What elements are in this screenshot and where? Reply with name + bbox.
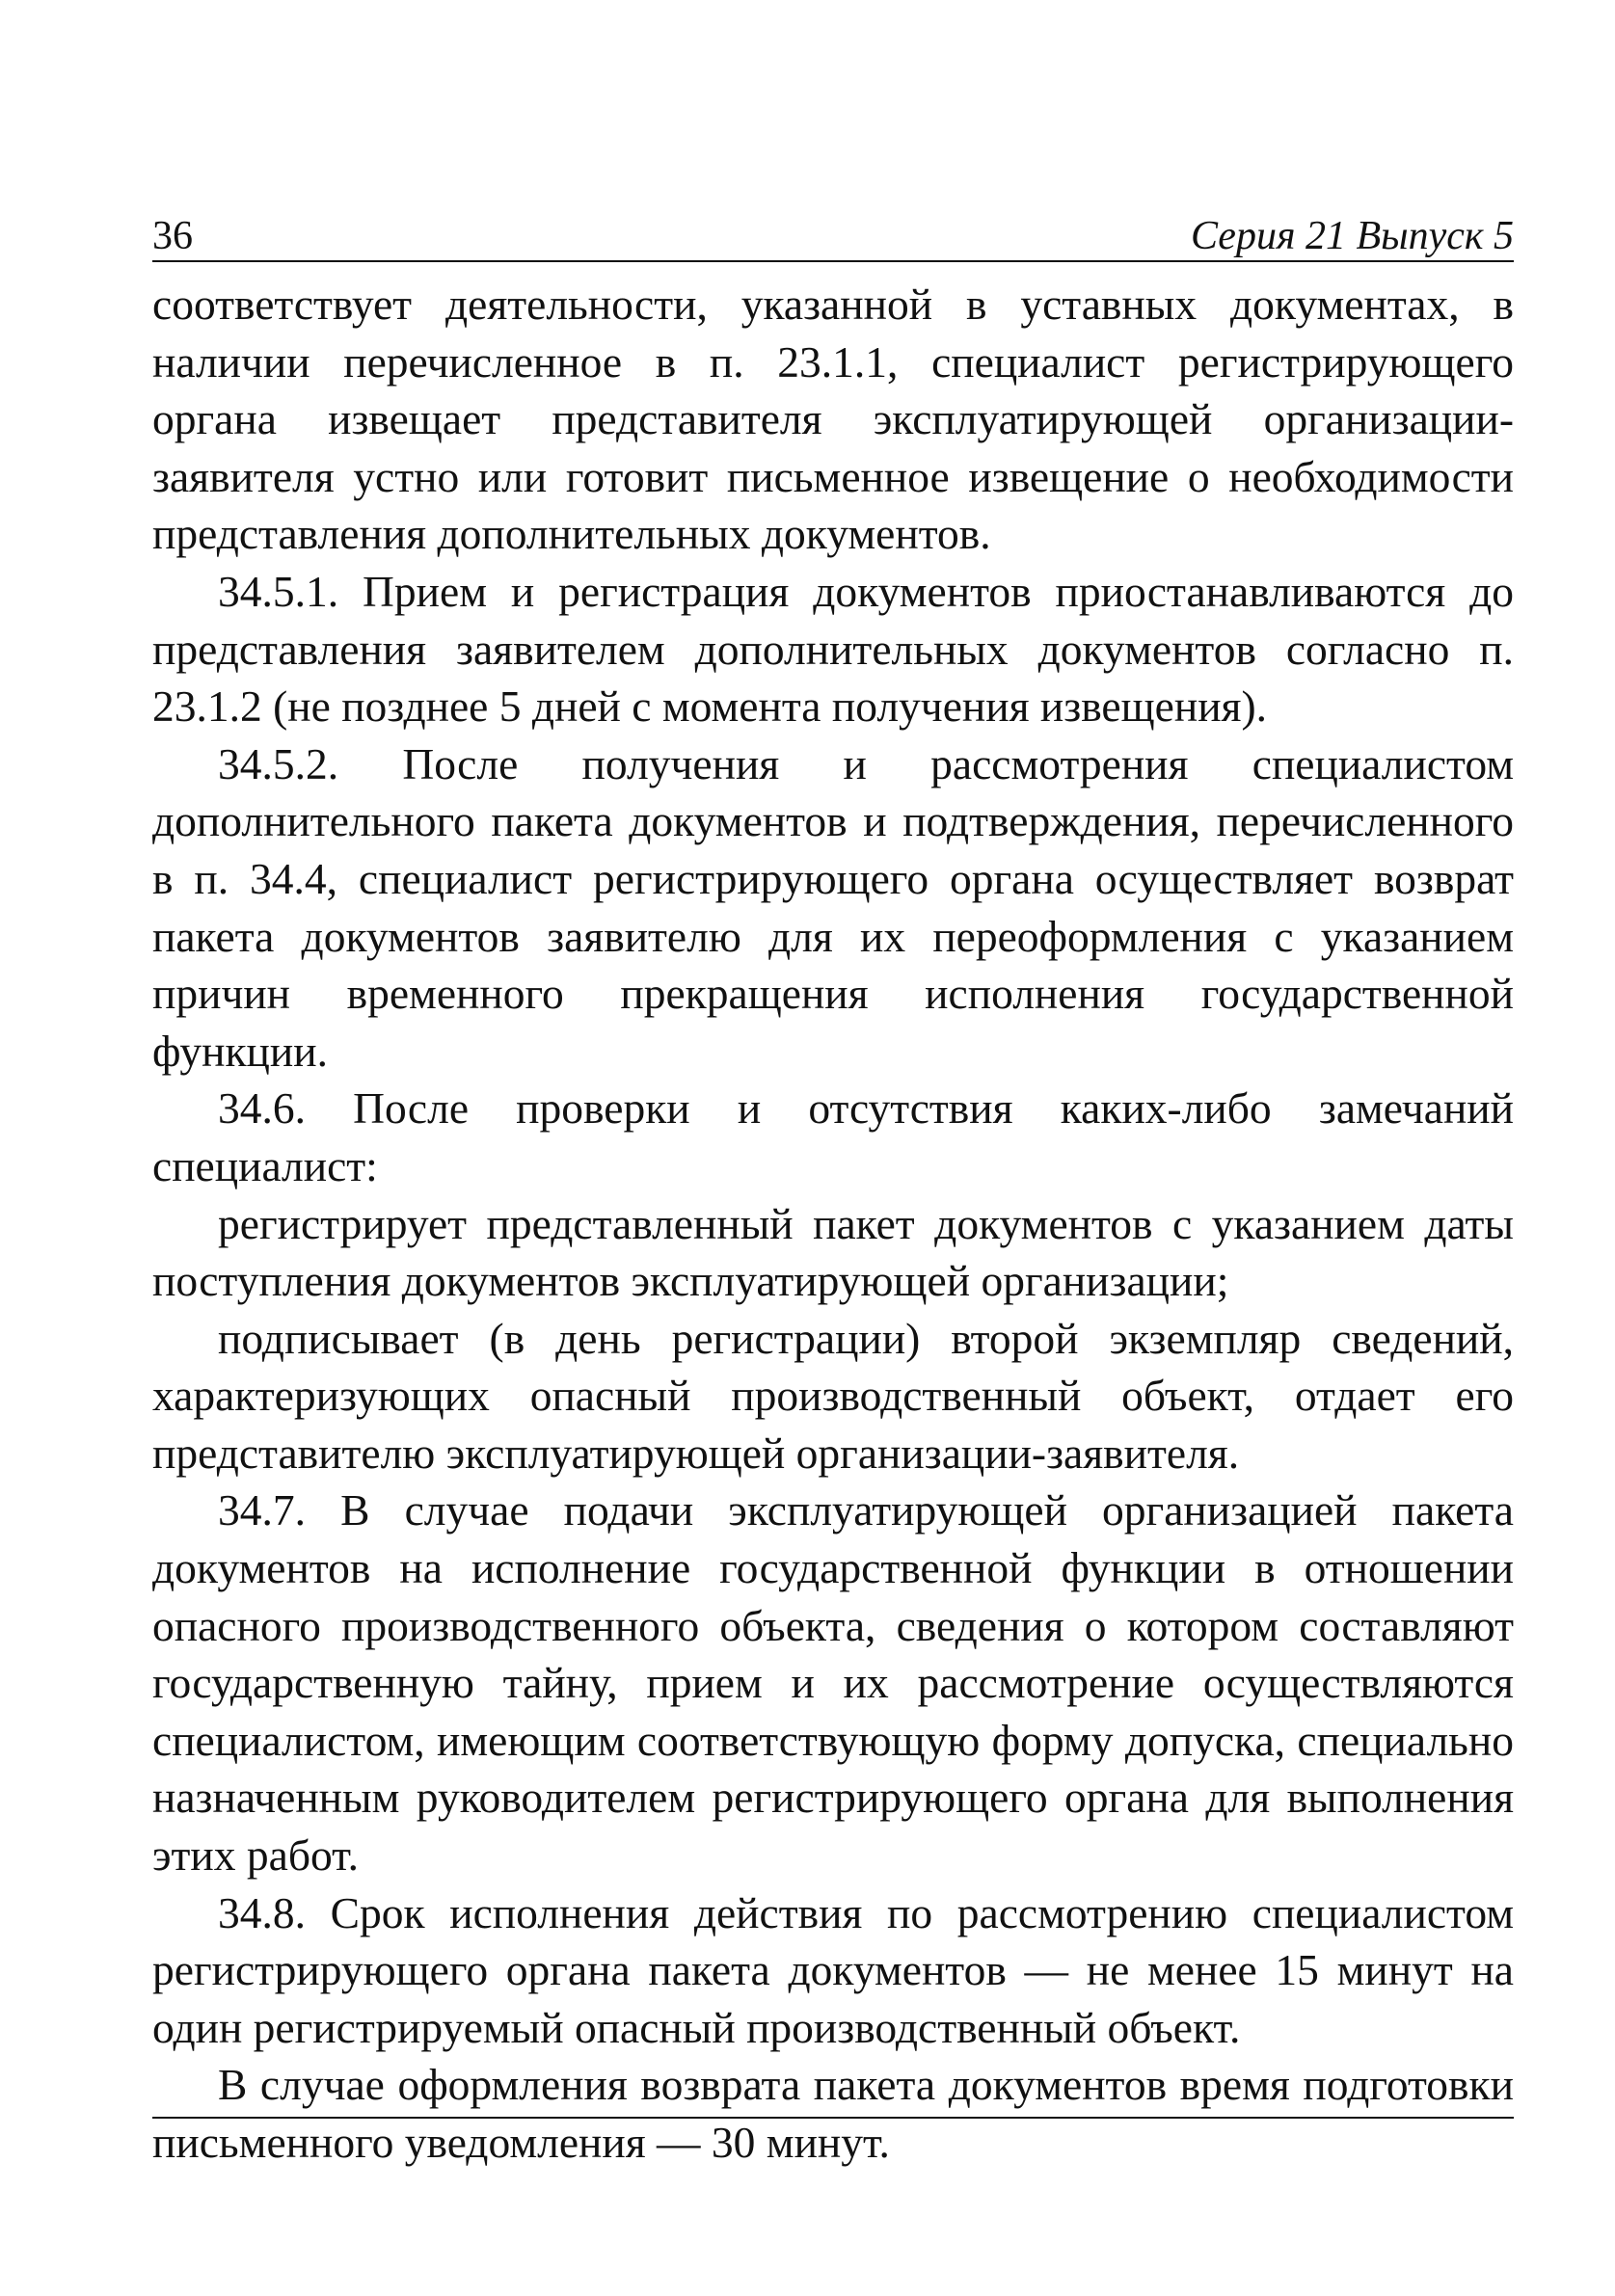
paragraph-continuation: соответствует деятельности, указанной в уставных документах, в наличии перечисленное в п. 23.1.1, специалист регистрирующего органа извещает представителя эксплуатирующей организации-заявителя устно или готовит письменное извещение о необходимости представления дополнительных документов.	[152, 280, 1514, 559]
paragraph-34-6: 34.6. После проверки и отсутствия каких-либо замечаний специалист:	[152, 1083, 1514, 1190]
bottom-rule	[152, 2117, 1514, 2119]
paragraph-return-note: В случае оформления возврата пакета документов время подготовки письменного уведомления — 30 минут.	[152, 2060, 1514, 2167]
paragraph-34-5-2: 34.5.2. После получения и рассмотрения специалистом дополнительного пакета документов и подтверждения, перечисленного в п. 34.4, специалист регистрирующего органа осуществляет возврат пакета документов заявителю для их переоформления с указанием причин временного прекращения исполнения государственной функции.	[152, 738, 1514, 1076]
series-title: Серия 21 Выпуск 5	[1191, 214, 1514, 258]
paragraph-34-7: 34.7. В случае подачи эксплуатирующей организацией пакета документов на исполнение государственной функции в отношении опасного производственного объекта, сведения о котором составляют государственную тайну, прием и их рассмотрение осуществляются специалистом, имеющим соответствующую форму допуска, специально назначенным руководителем регистрирующего органа для выполнения этих работ.	[152, 1485, 1514, 1881]
document-page	[152, 202, 1514, 2172]
page-number: 36	[152, 214, 193, 258]
paragraph-34-6-item-2: подписывает (в день регистрации) второй экземпляр сведений, характеризующих опасный производственный объект, отдает его представителю эксплуатирующей организации-заявителя.	[152, 1313, 1514, 1478]
running-header	[152, 202, 1514, 262]
paragraph-34-6-item-1: регистрирует представленный пакет документов с указанием даты поступления документов эксплуатирующей организации;	[152, 1198, 1514, 1306]
paragraph-34-5-1: 34.5.1. Прием и регистрация документов приостанавливаются до представления заявителем дополнительных документов согласно п. 23.1.2 (не позднее 5 дней с момента получения извещения).	[152, 566, 1514, 732]
body-text	[152, 276, 1514, 2172]
paragraph-34-8: 34.8. Срок исполнения действия по рассмотрению специалистом регистрирующего органа пакета документов — не менее 15 минут на один регистрируемый опасный производственный объект.	[152, 1887, 1514, 2052]
